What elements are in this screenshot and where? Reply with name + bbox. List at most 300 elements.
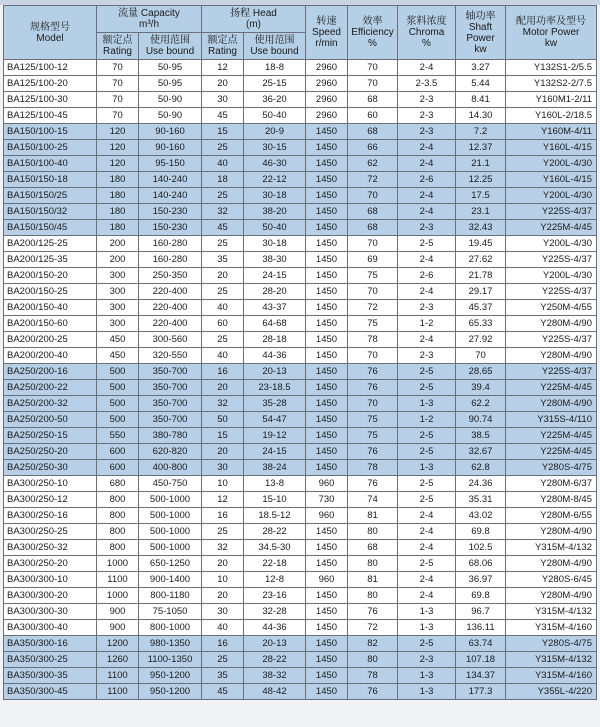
cell-shaft-power: 23.1 — [456, 204, 506, 220]
cell-speed: 1450 — [306, 540, 348, 556]
cell-model: BA250/200-22 — [4, 380, 97, 396]
cell-motor-power: Y132S1-2/5.5 — [506, 60, 597, 76]
cell-chroma: 2-4 — [398, 60, 456, 76]
cell-chroma: 2-5 — [398, 556, 456, 572]
cell-speed: 1450 — [306, 332, 348, 348]
cell-chroma: 2-3 — [398, 92, 456, 108]
cell-motor-power: Y280M-4/90 — [506, 316, 597, 332]
cell-shaft-power: 28.65 — [456, 364, 506, 380]
cell-capacity-use-bound: 500-1000 — [139, 524, 202, 540]
cell-shaft-power: 5.44 — [456, 76, 506, 92]
cell-capacity-rating: 600 — [97, 444, 139, 460]
cell-model: BA300/250-16 — [4, 508, 97, 524]
cell-motor-power: Y280M-6/37 — [506, 476, 597, 492]
cell-model: BA150/150/45 — [4, 220, 97, 236]
cell-speed: 1450 — [306, 428, 348, 444]
cell-model: BA200/125-25 — [4, 236, 97, 252]
cell-model: BA300/250-10 — [4, 476, 97, 492]
cell-model: BA300/250-20 — [4, 556, 97, 572]
cell-capacity-rating: 70 — [97, 60, 139, 76]
cell-speed: 1450 — [306, 636, 348, 652]
cell-speed: 1450 — [306, 364, 348, 380]
cell-efficiency: 75 — [348, 412, 398, 428]
cell-capacity-use-bound: 350-700 — [139, 412, 202, 428]
cell-capacity-use-bound: 160-280 — [139, 236, 202, 252]
cell-head-use-bound: 28-22 — [244, 524, 306, 540]
cell-motor-power: Y280M-4/90 — [506, 348, 597, 364]
cell-capacity-rating: 800 — [97, 540, 139, 556]
cell-shaft-power: 8.41 — [456, 92, 506, 108]
cell-motor-power: Y315M-4/160 — [506, 668, 597, 684]
cell-shaft-power: 69.8 — [456, 524, 506, 540]
cell-efficiency: 76 — [348, 444, 398, 460]
cell-motor-power: Y200L-4/30 — [506, 268, 597, 284]
header-shaft-en2: Power — [466, 32, 495, 44]
cell-efficiency: 78 — [348, 332, 398, 348]
cell-capacity-rating: 1100 — [97, 572, 139, 588]
cell-model: BA250/250-30 — [4, 460, 97, 476]
cell-capacity-rating: 1000 — [97, 588, 139, 604]
cell-shaft-power: 69.8 — [456, 588, 506, 604]
cell-shaft-power: 63.74 — [456, 636, 506, 652]
cell-efficiency: 80 — [348, 556, 398, 572]
cell-capacity-rating: 500 — [97, 396, 139, 412]
cell-shaft-power: 27.62 — [456, 252, 506, 268]
cell-head-rating: 20 — [202, 556, 244, 572]
table-row — [4, 188, 597, 204]
table-row — [4, 444, 597, 460]
cell-head-use-bound: 35-28 — [244, 396, 306, 412]
header-motor-cn: 配用功率及型号 — [516, 16, 586, 27]
cell-speed: 1450 — [306, 268, 348, 284]
header-speed — [306, 6, 348, 60]
cell-head-rating: 16 — [202, 364, 244, 380]
table-row — [4, 588, 597, 604]
table-row — [4, 668, 597, 684]
cell-model: BA300/250-32 — [4, 540, 97, 556]
cell-model: BA250/200-50 — [4, 412, 97, 428]
header-shaft-cn: 轴功率 — [465, 10, 496, 22]
cell-shaft-power: 39.4 — [456, 380, 506, 396]
cell-model: BA200/200-25 — [4, 332, 97, 348]
cell-head-rating: 25 — [202, 140, 244, 156]
cell-motor-power: Y225S-4/37 — [506, 332, 597, 348]
table-row — [4, 316, 597, 332]
cell-shaft-power: 107.18 — [456, 652, 506, 668]
cell-efficiency: 78 — [348, 460, 398, 476]
cell-head-use-bound: 34.5-30 — [244, 540, 306, 556]
cell-head-rating: 25 — [202, 524, 244, 540]
table-row — [4, 268, 597, 284]
header-efficiency-unit: % — [368, 38, 377, 49]
cell-capacity-rating: 200 — [97, 236, 139, 252]
cell-capacity-use-bound: 140-240 — [139, 172, 202, 188]
header-cap-rating-cn: 额定点 — [102, 35, 133, 46]
cell-chroma: 2-6 — [398, 172, 456, 188]
cell-speed: 2960 — [306, 92, 348, 108]
header-motor-unit: kw — [544, 38, 558, 49]
cell-speed: 1450 — [306, 652, 348, 668]
cell-efficiency: 69 — [348, 252, 398, 268]
table-row — [4, 492, 597, 508]
cell-head-rating: 25 — [202, 652, 244, 668]
cell-capacity-rating: 1200 — [97, 636, 139, 652]
cell-model: BA125/100-20 — [4, 76, 97, 92]
cell-motor-power: Y200L-4/30 — [506, 156, 597, 172]
cell-chroma: 2-4 — [398, 508, 456, 524]
cell-efficiency: 80 — [348, 588, 398, 604]
header-cap-rating-en: Rating — [103, 46, 132, 57]
cell-capacity-use-bound: 800-1180 — [139, 588, 202, 604]
cell-capacity-rating: 800 — [97, 492, 139, 508]
cell-capacity-rating: 1000 — [97, 556, 139, 572]
cell-capacity-rating: 180 — [97, 204, 139, 220]
cell-chroma: 2-5 — [398, 428, 456, 444]
cell-head-use-bound: 19-12 — [244, 428, 306, 444]
cell-efficiency: 68 — [348, 220, 398, 236]
header-capacity-rating — [97, 33, 139, 60]
cell-speed: 1450 — [306, 668, 348, 684]
cell-chroma: 2-5 — [398, 444, 456, 460]
cell-efficiency: 81 — [348, 572, 398, 588]
cell-capacity-rating: 800 — [97, 524, 139, 540]
cell-motor-power: Y280M-4/90 — [506, 556, 597, 572]
cell-capacity-rating: 450 — [97, 348, 139, 364]
cell-head-use-bound: 38-20 — [244, 204, 306, 220]
cell-capacity-use-bound: 50-90 — [139, 92, 202, 108]
cell-efficiency: 70 — [348, 348, 398, 364]
cell-model: BA200/150-40 — [4, 300, 97, 316]
cell-speed: 1450 — [306, 380, 348, 396]
cell-model: BA200/125-35 — [4, 252, 97, 268]
cell-capacity-use-bound: 220-400 — [139, 300, 202, 316]
cell-speed: 1450 — [306, 188, 348, 204]
cell-shaft-power: 96.7 — [456, 604, 506, 620]
cell-head-rating: 40 — [202, 156, 244, 172]
cell-head-rating: 45 — [202, 684, 244, 700]
cell-head-use-bound: 18-8 — [244, 60, 306, 76]
cell-speed: 2960 — [306, 108, 348, 124]
header-speed-en: Speed — [312, 27, 341, 38]
cell-speed: 1450 — [306, 460, 348, 476]
cell-capacity-rating: 70 — [97, 76, 139, 92]
cell-head-use-bound: 64-68 — [244, 316, 306, 332]
cell-efficiency: 72 — [348, 300, 398, 316]
cell-capacity-use-bound: 400-800 — [139, 460, 202, 476]
cell-efficiency: 72 — [348, 172, 398, 188]
cell-head-use-bound: 15-10 — [244, 492, 306, 508]
cell-model: BA300/250-12 — [4, 492, 97, 508]
header-motor-power — [506, 6, 597, 60]
cell-motor-power: Y315M-4/132 — [506, 540, 597, 556]
cell-shaft-power: 102.5 — [456, 540, 506, 556]
cell-speed: 1450 — [306, 140, 348, 156]
cell-efficiency: 80 — [348, 652, 398, 668]
cell-efficiency: 68 — [348, 204, 398, 220]
cell-efficiency: 60 — [348, 108, 398, 124]
cell-motor-power: Y280M-8/45 — [506, 492, 597, 508]
cell-head-rating: 15 — [202, 428, 244, 444]
cell-head-use-bound: 44-36 — [244, 348, 306, 364]
cell-shaft-power: 3.27 — [456, 60, 506, 76]
cell-capacity-use-bound: 320-550 — [139, 348, 202, 364]
table-row — [4, 428, 597, 444]
cell-motor-power: Y160L-4/15 — [506, 172, 597, 188]
header-speed-unit: r/min — [315, 38, 338, 49]
cell-head-use-bound: 46-30 — [244, 156, 306, 172]
cell-capacity-use-bound: 900-1400 — [139, 572, 202, 588]
table-row — [4, 140, 597, 156]
cell-head-rating: 20 — [202, 268, 244, 284]
cell-speed: 2960 — [306, 76, 348, 92]
cell-efficiency: 76 — [348, 380, 398, 396]
cell-efficiency: 70 — [348, 396, 398, 412]
cell-head-use-bound: 50-40 — [244, 108, 306, 124]
cell-head-rating: 12 — [202, 492, 244, 508]
cell-shaft-power: 19.45 — [456, 236, 506, 252]
header-head-label: 扬程 Head — [230, 8, 277, 19]
cell-motor-power: Y225S-4/37 — [506, 204, 597, 220]
cell-speed: 960 — [306, 508, 348, 524]
cell-shaft-power: 90.74 — [456, 412, 506, 428]
table-row — [4, 220, 597, 236]
cell-efficiency: 68 — [348, 540, 398, 556]
cell-head-rating: 45 — [202, 220, 244, 236]
cell-motor-power: Y225S-4/37 — [506, 284, 597, 300]
cell-head-use-bound: 30-15 — [244, 140, 306, 156]
table-row — [4, 508, 597, 524]
cell-model: BA350/300-25 — [4, 652, 97, 668]
cell-head-rating: 18 — [202, 172, 244, 188]
cell-speed: 960 — [306, 476, 348, 492]
cell-model: BA150/100-40 — [4, 156, 97, 172]
cell-motor-power: Y280M-4/90 — [506, 524, 597, 540]
cell-capacity-use-bound: 450-750 — [139, 476, 202, 492]
table-row — [4, 396, 597, 412]
cell-capacity-use-bound: 160-280 — [139, 252, 202, 268]
cell-capacity-use-bound: 380-780 — [139, 428, 202, 444]
cell-efficiency: 62 — [348, 156, 398, 172]
cell-chroma: 1-3 — [398, 684, 456, 700]
cell-capacity-rating: 70 — [97, 108, 139, 124]
cell-head-use-bound: 12-8 — [244, 572, 306, 588]
cell-head-use-bound: 22-18 — [244, 556, 306, 572]
cell-capacity-use-bound: 50-95 — [139, 76, 202, 92]
cell-capacity-use-bound: 140-240 — [139, 188, 202, 204]
cell-shaft-power: 17.5 — [456, 188, 506, 204]
table-row — [4, 284, 597, 300]
cell-model: BA200/150-20 — [4, 268, 97, 284]
header-capacity-label: 流量 Capacity — [118, 8, 180, 19]
cell-efficiency: 75 — [348, 268, 398, 284]
cell-head-rating: 16 — [202, 508, 244, 524]
cell-motor-power: Y225M-4/45 — [506, 444, 597, 460]
cell-efficiency: 75 — [348, 316, 398, 332]
cell-motor-power: Y355L-4/220 — [506, 684, 597, 700]
pump-spec-table — [3, 5, 597, 700]
cell-speed: 1450 — [306, 684, 348, 700]
cell-capacity-use-bound: 650-1250 — [139, 556, 202, 572]
cell-capacity-use-bound: 950-1200 — [139, 684, 202, 700]
cell-motor-power: Y315M-4/132 — [506, 604, 597, 620]
cell-head-rating: 30 — [202, 92, 244, 108]
table-row — [4, 620, 597, 636]
header-shaft-power — [456, 6, 506, 60]
cell-capacity-rating: 300 — [97, 284, 139, 300]
cell-head-rating: 40 — [202, 300, 244, 316]
cell-capacity-use-bound: 500-1000 — [139, 492, 202, 508]
cell-head-rating: 20 — [202, 444, 244, 460]
header-model-cn: 规格型号 — [30, 21, 70, 33]
table-row — [4, 524, 597, 540]
header-head-rating — [202, 33, 244, 60]
cell-chroma: 1-3 — [398, 668, 456, 684]
cell-chroma: 2-4 — [398, 572, 456, 588]
cell-capacity-rating: 70 — [97, 92, 139, 108]
cell-capacity-use-bound: 75-1050 — [139, 604, 202, 620]
table-header — [4, 6, 597, 60]
header-chroma — [398, 6, 456, 60]
cell-head-rating: 20 — [202, 76, 244, 92]
cell-head-use-bound: 28-20 — [244, 284, 306, 300]
cell-efficiency: 72 — [348, 620, 398, 636]
cell-motor-power: Y132S2-2/7.5 — [506, 76, 597, 92]
cell-head-use-bound: 22-12 — [244, 172, 306, 188]
cell-chroma: 2-3 — [398, 108, 456, 124]
cell-chroma: 2-4 — [398, 252, 456, 268]
table-row — [4, 332, 597, 348]
cell-model: BA150/100-25 — [4, 140, 97, 156]
cell-head-use-bound: 48-42 — [244, 684, 306, 700]
cell-chroma: 2-3 — [398, 124, 456, 140]
cell-head-use-bound: 28-22 — [244, 652, 306, 668]
cell-speed: 1450 — [306, 620, 348, 636]
cell-capacity-use-bound: 150-230 — [139, 220, 202, 236]
cell-head-rating: 25 — [202, 284, 244, 300]
cell-capacity-rating: 180 — [97, 220, 139, 236]
header-model — [4, 6, 97, 60]
cell-efficiency: 70 — [348, 236, 398, 252]
cell-speed: 1450 — [306, 588, 348, 604]
cell-capacity-use-bound: 90-160 — [139, 140, 202, 156]
cell-speed: 1450 — [306, 300, 348, 316]
table-body — [4, 60, 597, 700]
header-chroma-unit: % — [422, 38, 431, 49]
cell-model: BA200/150-60 — [4, 316, 97, 332]
cell-model: BA350/300-16 — [4, 636, 97, 652]
table-row — [4, 684, 597, 700]
cell-capacity-use-bound: 300-560 — [139, 332, 202, 348]
cell-capacity-rating: 500 — [97, 412, 139, 428]
cell-chroma: 2-3 — [398, 300, 456, 316]
cell-chroma: 2-6 — [398, 268, 456, 284]
header-head-rating-en: Rating — [208, 46, 237, 57]
table-row — [4, 348, 597, 364]
cell-chroma: 1-3 — [398, 396, 456, 412]
cell-model: BA250/250-15 — [4, 428, 97, 444]
cell-shaft-power: 36.97 — [456, 572, 506, 588]
cell-chroma: 2-5 — [398, 236, 456, 252]
cell-model: BA125/100-30 — [4, 92, 97, 108]
cell-efficiency: 78 — [348, 668, 398, 684]
cell-model: BA300/250-25 — [4, 524, 97, 540]
cell-speed: 1450 — [306, 252, 348, 268]
cell-chroma: 2-3 — [398, 652, 456, 668]
cell-head-rating: 30 — [202, 460, 244, 476]
cell-head-rating: 35 — [202, 252, 244, 268]
table-row — [4, 300, 597, 316]
cell-motor-power: Y200L-4/30 — [506, 188, 597, 204]
cell-speed: 1450 — [306, 204, 348, 220]
cell-capacity-rating: 900 — [97, 604, 139, 620]
cell-speed: 1450 — [306, 172, 348, 188]
cell-shaft-power: 45.37 — [456, 300, 506, 316]
cell-capacity-rating: 120 — [97, 156, 139, 172]
table-row — [4, 652, 597, 668]
cell-head-use-bound: 50-40 — [244, 220, 306, 236]
cell-head-use-bound: 24-15 — [244, 444, 306, 460]
cell-motor-power: Y280M-4/90 — [506, 396, 597, 412]
table-row — [4, 636, 597, 652]
cell-head-use-bound: 32-28 — [244, 604, 306, 620]
cell-head-rating: 35 — [202, 668, 244, 684]
cell-shaft-power: 32.67 — [456, 444, 506, 460]
cell-speed: 1450 — [306, 124, 348, 140]
cell-shaft-power: 27.92 — [456, 332, 506, 348]
header-capacity-unit: m³/h — [139, 19, 159, 30]
header-capacity — [97, 6, 202, 33]
table-row — [4, 380, 597, 396]
cell-capacity-rating: 1100 — [97, 684, 139, 700]
cell-efficiency: 68 — [348, 92, 398, 108]
cell-model: BA200/200-40 — [4, 348, 97, 364]
header-model-en: Model — [36, 32, 64, 44]
cell-shaft-power: 70 — [456, 348, 506, 364]
header-efficiency — [348, 6, 398, 60]
cell-capacity-use-bound: 50-90 — [139, 108, 202, 124]
table-row — [4, 172, 597, 188]
cell-head-use-bound: 30-18 — [244, 236, 306, 252]
cell-head-use-bound: 18.5-12 — [244, 508, 306, 524]
cell-capacity-use-bound: 800-1000 — [139, 620, 202, 636]
cell-capacity-use-bound: 220-400 — [139, 316, 202, 332]
cell-chroma: 2-4 — [398, 156, 456, 172]
cell-motor-power: Y160L-2/18.5 — [506, 108, 597, 124]
header-head-rating-cn: 额定点 — [207, 35, 238, 46]
cell-capacity-use-bound: 620-820 — [139, 444, 202, 460]
table-row — [4, 460, 597, 476]
header-cap-bound-cn: 使用范围 — [150, 35, 190, 46]
cell-efficiency: 80 — [348, 524, 398, 540]
cell-head-use-bound: 43-37 — [244, 300, 306, 316]
cell-motor-power: Y315M-4/132 — [506, 652, 597, 668]
cell-head-use-bound: 30-18 — [244, 188, 306, 204]
cell-motor-power: Y160L-4/15 — [506, 140, 597, 156]
cell-head-rating: 25 — [202, 332, 244, 348]
cell-chroma: 1-3 — [398, 620, 456, 636]
cell-head-use-bound: 38-30 — [244, 252, 306, 268]
cell-motor-power: Y225M-4/45 — [506, 220, 597, 236]
cell-head-use-bound: 38-24 — [244, 460, 306, 476]
cell-head-rating: 32 — [202, 204, 244, 220]
cell-capacity-rating: 600 — [97, 460, 139, 476]
cell-model: BA300/300-20 — [4, 588, 97, 604]
header-head-unit: (m) — [246, 19, 261, 30]
cell-capacity-use-bound: 50-95 — [139, 60, 202, 76]
cell-capacity-use-bound: 950-1200 — [139, 668, 202, 684]
cell-speed: 960 — [306, 572, 348, 588]
cell-efficiency: 70 — [348, 76, 398, 92]
